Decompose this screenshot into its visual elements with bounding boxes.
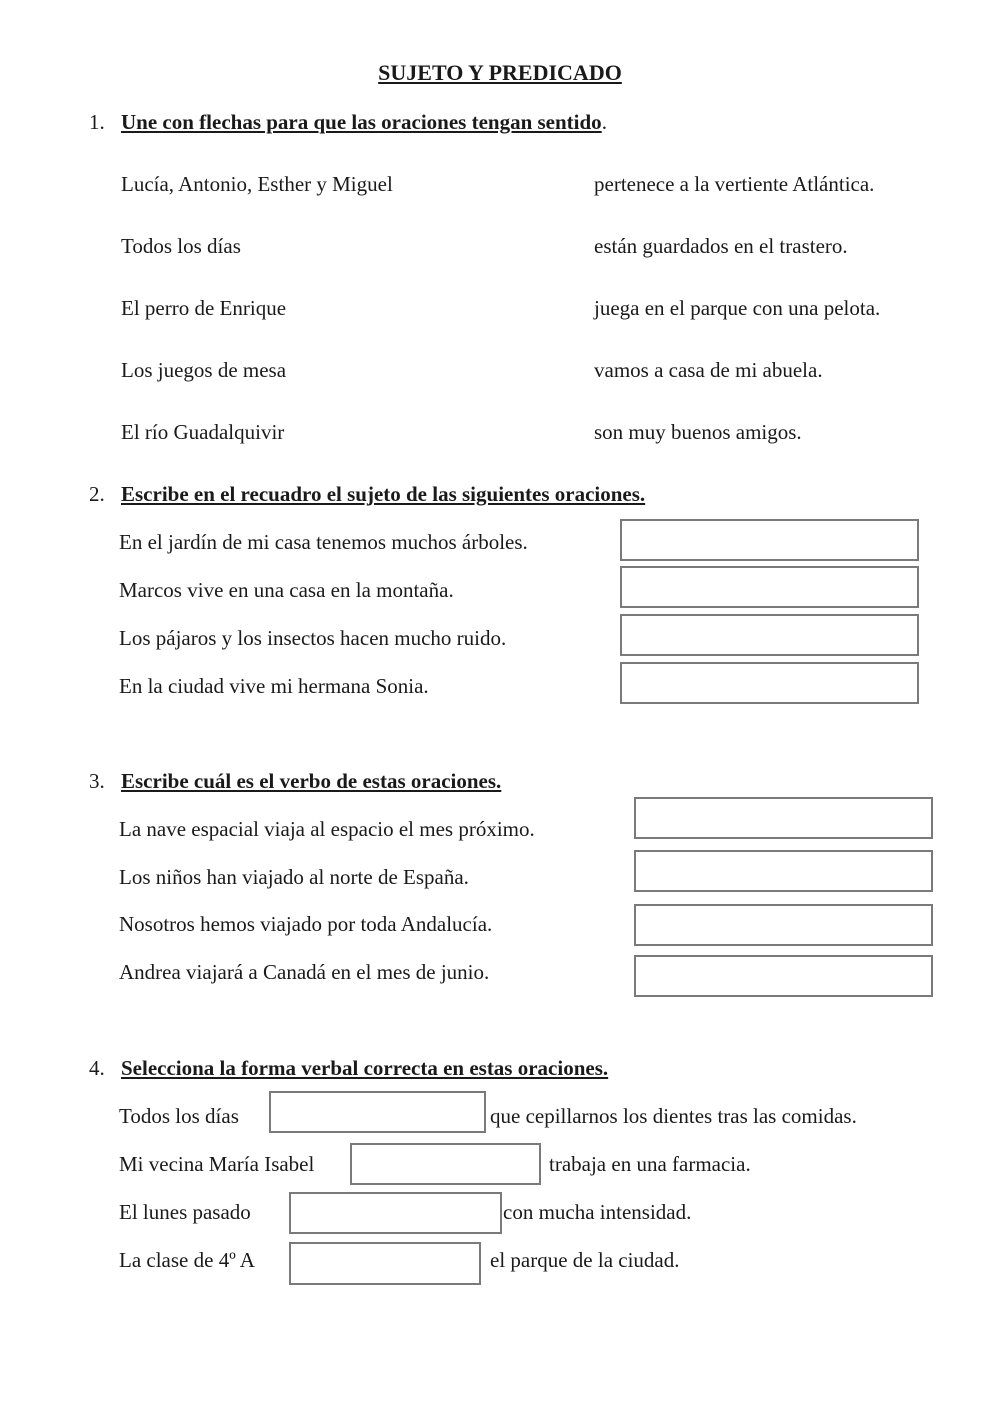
verb-form-select-3[interactable] — [289, 1192, 502, 1234]
section-4-item-4-before: La clase de 4º A — [119, 1248, 255, 1272]
match-left-5[interactable]: El río Guadalquivir — [121, 420, 285, 444]
page-title: SUJETO Y PREDICADO — [378, 60, 622, 85]
section-3-sentence-4: Andrea viajará a Canadá en el mes de junio. — [119, 960, 490, 984]
verb-form-select-2[interactable] — [350, 1143, 541, 1185]
section-1-number: 1. — [89, 110, 105, 134]
section-2-sentence-3: Los pájaros y los insectos hacen mucho ruido. — [119, 626, 507, 650]
section-4-item-4-after: el parque de la ciudad. — [490, 1248, 680, 1272]
verb-answer-box-3[interactable] — [634, 904, 933, 946]
match-right-5[interactable]: son muy buenos amigos. — [594, 420, 802, 444]
verb-answer-box-1[interactable] — [634, 797, 933, 839]
match-right-1[interactable]: pertenece a la vertiente Atlántica. — [594, 172, 875, 196]
subject-answer-box-2[interactable] — [620, 566, 919, 608]
section-4-item-3-after: con mucha intensidad. — [503, 1200, 692, 1224]
subject-answer-box-3[interactable] — [620, 614, 919, 656]
verb-answer-box-2[interactable] — [634, 850, 933, 892]
section-3-sentence-1: La nave espacial viaja al espacio el mes próximo. — [119, 817, 535, 841]
match-left-3[interactable]: El perro de Enrique — [121, 296, 287, 320]
match-right-2[interactable]: están guardados en el trastero. — [594, 234, 848, 258]
verb-form-select-1[interactable] — [269, 1091, 486, 1133]
section-4-item-1-before: Todos los días — [119, 1104, 239, 1128]
verb-answer-box-4[interactable] — [634, 955, 933, 997]
section-3-sentence-2: Los niños han viajado al norte de España. — [119, 865, 469, 889]
section-2-heading: Escribe en el recuadro el sujeto de las siguientes oraciones. — [121, 482, 646, 506]
section-2-sentence-2: Marcos vive en una casa en la montaña. — [119, 578, 454, 602]
match-left-1[interactable]: Lucía, Antonio, Esther y Miguel — [121, 172, 393, 196]
section-3-sentence-3: Nosotros hemos viajado por toda Andalucía. — [119, 912, 493, 936]
section-1-heading-text: Une con flechas para que las oraciones tengan sentido — [121, 110, 602, 134]
section-4-item-2-after: trabaja en una farmacia. — [549, 1152, 751, 1176]
section-4-item-1-after: que cepillarnos los dientes tras las comidas. — [490, 1104, 857, 1128]
subject-answer-box-1[interactable] — [620, 519, 919, 561]
match-left-4[interactable]: Los juegos de mesa — [121, 358, 287, 382]
section-4-heading: Selecciona la forma verbal correcta en estas oraciones. — [121, 1056, 609, 1080]
match-left-2[interactable]: Todos los días — [121, 234, 241, 258]
verb-form-select-4[interactable] — [289, 1242, 481, 1285]
section-1-heading-period: . — [601, 110, 607, 134]
section-4-item-2-before: Mi vecina María Isabel — [119, 1152, 315, 1176]
section-3-heading: Escribe cuál es el verbo de estas oraciones. — [121, 769, 502, 793]
match-right-4[interactable]: vamos a casa de mi abuela. — [594, 358, 823, 382]
section-4-number: 4. — [89, 1056, 105, 1080]
section-2-number: 2. — [89, 482, 105, 506]
section-2-sentence-4: En la ciudad vive mi hermana Sonia. — [119, 674, 429, 698]
section-3-number: 3. — [89, 769, 105, 793]
section-1-heading — [121, 110, 607, 135]
section-2-sentence-1: En el jardín de mi casa tenemos muchos árboles. — [119, 530, 528, 554]
subject-answer-box-4[interactable] — [620, 662, 919, 704]
match-right-3[interactable]: juega en el parque con una pelota. — [594, 296, 881, 320]
section-4-item-3-before: El lunes pasado — [119, 1200, 251, 1224]
